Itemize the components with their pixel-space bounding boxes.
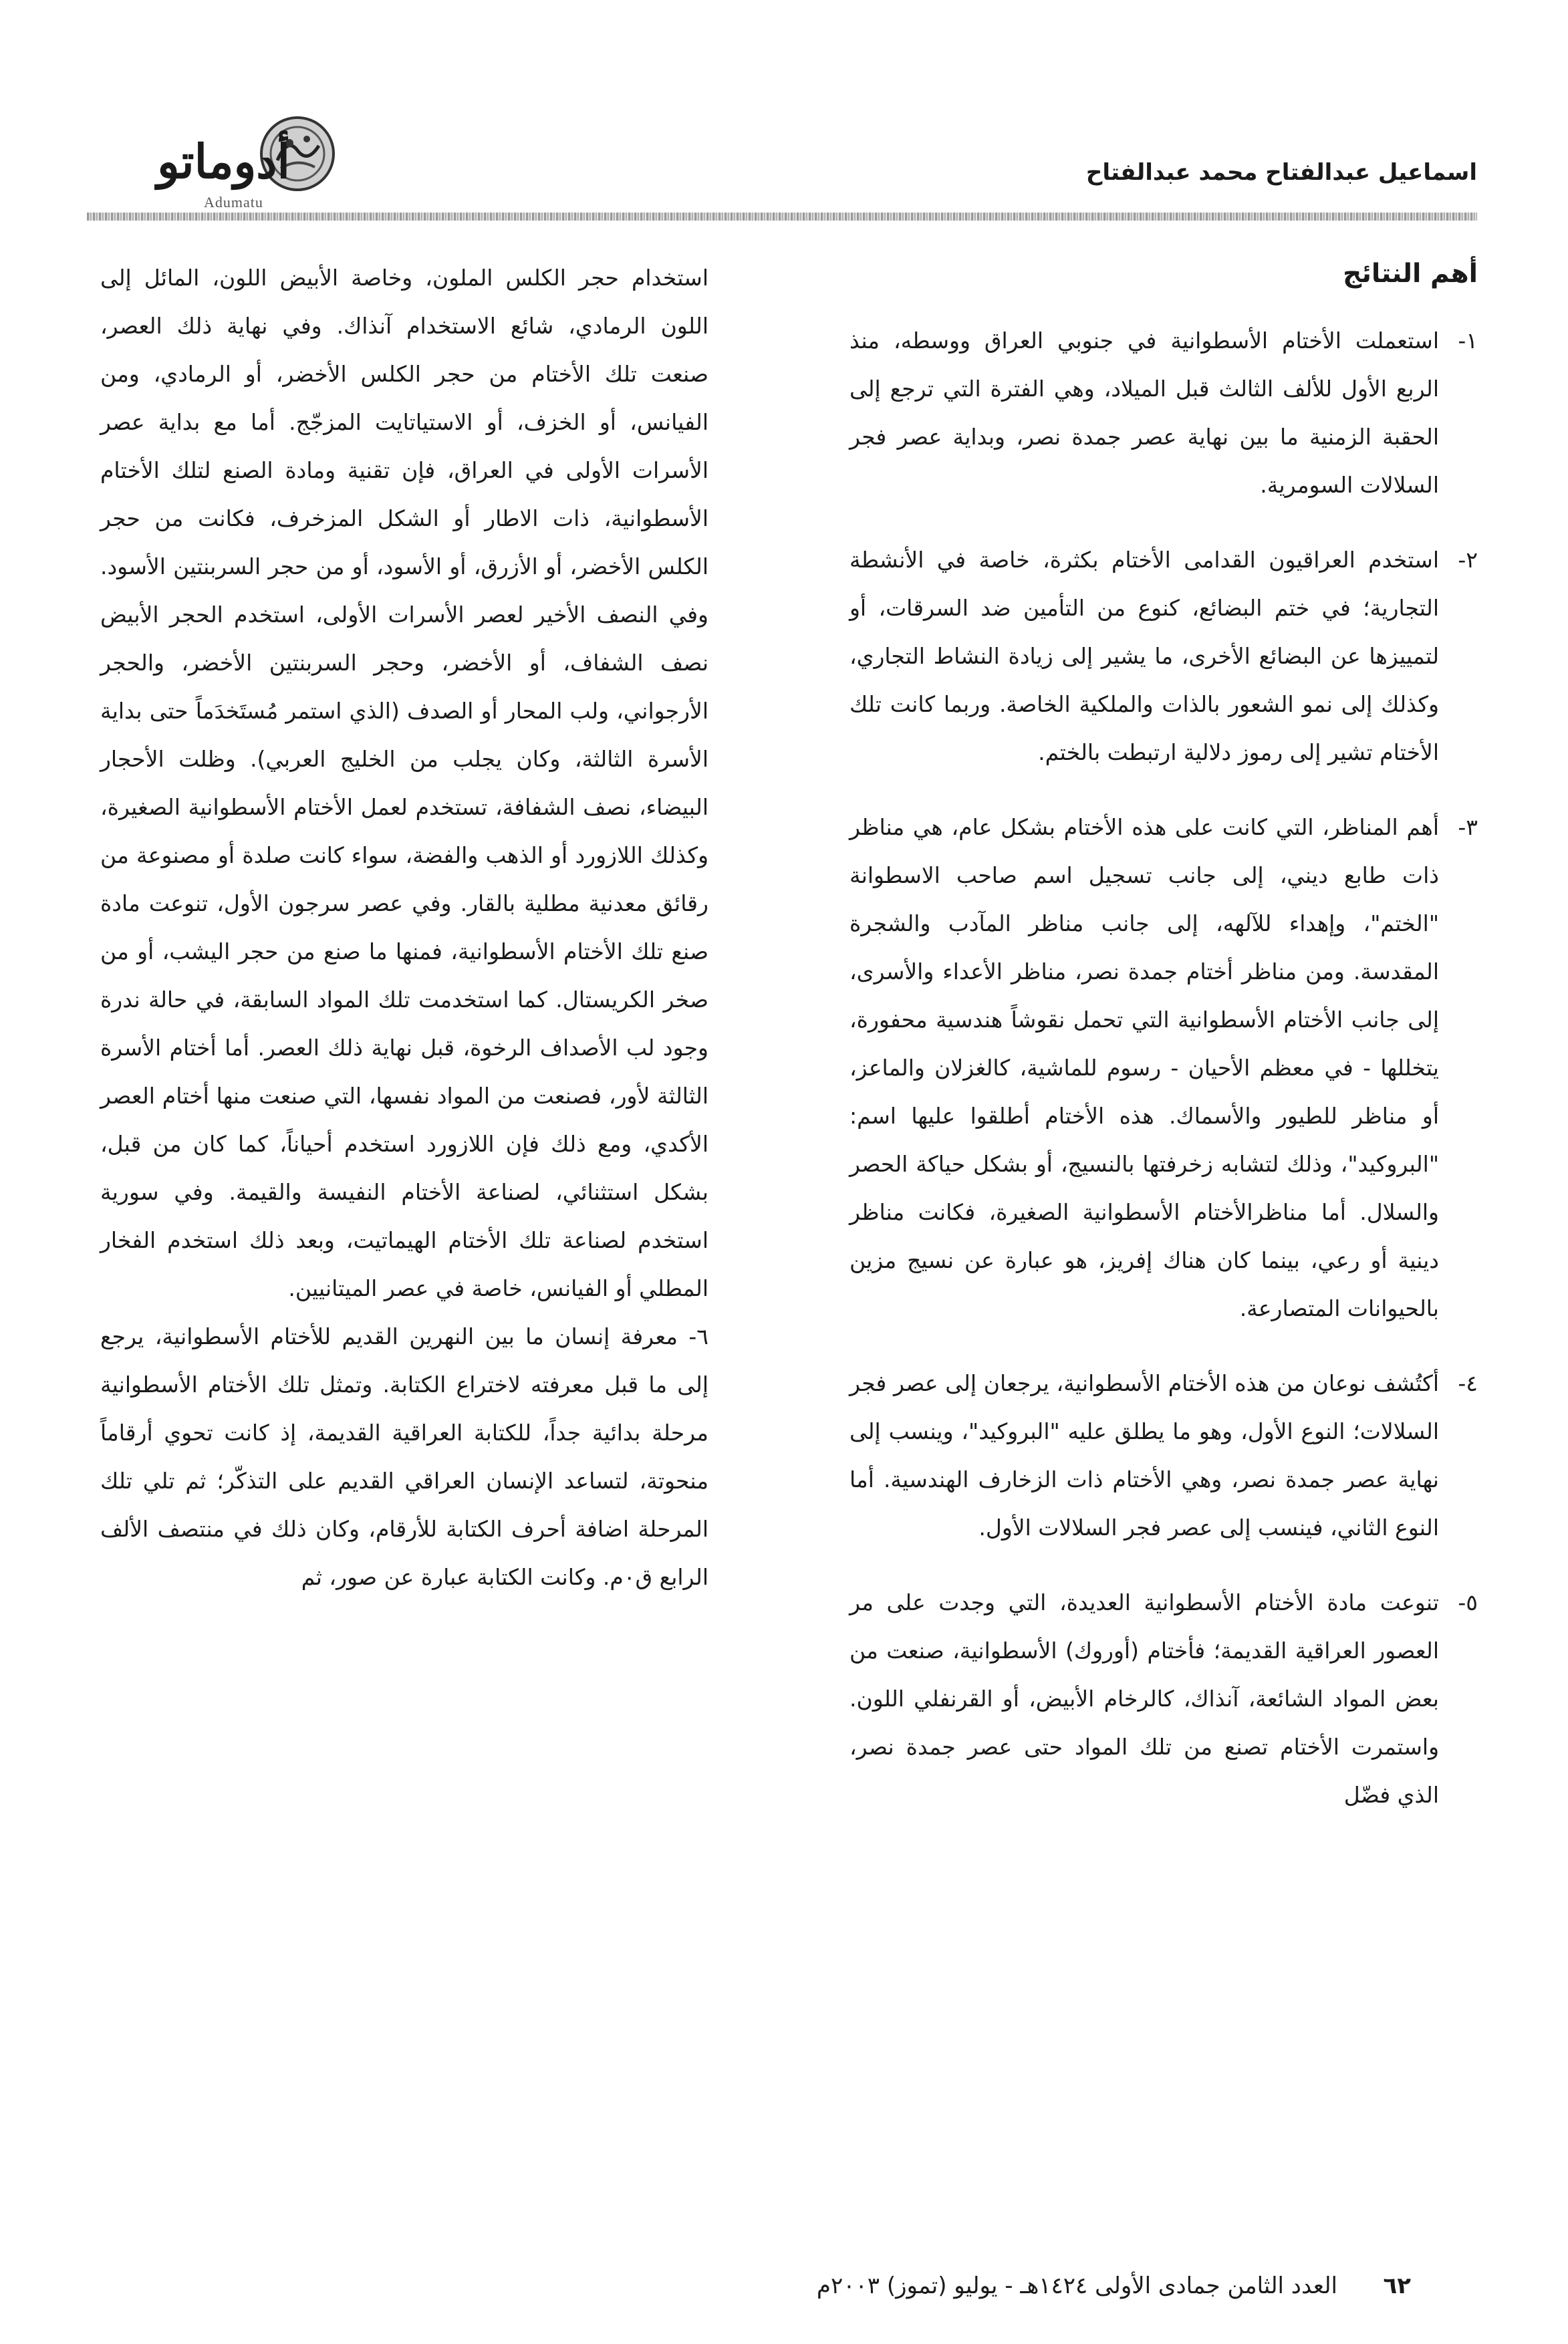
page-footer <box>676 2272 1411 2313</box>
continuation-paragraph: استخدام حجر الكلس الملون، وخاصة الأبيض اللون، المائل إلى اللون الرمادي، شائع الاستخدام آنذاك. وفي نهاية ذلك العصر، صنعت تلك الأختام من حجر الكلس الأخضر، أو الرمادي، ومن الفيانس، أو الخزف، أو الاستياتايت المزجّج. أما مع بداية عصر الأسرات الأولى في العراق، فإن تقنية ومادة الصنع لتلك الأختام الأسطوانية، ذات الاطار أو الشكل المزخرف، فكانت من حجر الكلس الأخضر، أو الأزرق، أو الأسود، أو من حجر السربنتين الأسود. وفي النصف الأخير لعصر الأسرات الأولى، استخدم الحجر الأبيض نصف الشفاف، أو الأخضر، وحجر السربنتين الأخضر، والحجر الأرجواني، ولب المحار أو الصدف (الذي استمر مُستَخدَماً حتى بداية الأسرة الثالثة، وكان يجلب من الخليج العربي). وظلت الأحجار البيضاء، نصف الشفافة، تستخدم لعمل الأختام الأسطوانية الصغيرة، وكذلك اللازورد أو الذهب والفضة، سواء كانت صلدة أو مصنوعة من رقائق معدنية مطلية بالقار. وفي عصر سرجون الأول، تنوعت مادة صنع تلك الأختام الأسطوانية، فمنها ما صنع من حجر اليشب، أو من صخر الكريستال. كما استخدمت تلك المواد السابقة، في حالة ندرة وجود لب الأصداف الرخوة، قبل نهاية ذلك العصر. أما أختام الأسرة الثالثة لأور، فصنعت من المواد نفسها، التي صنعت منها أختام العصر الأكدي، ومع ذلك فإن اللازورد استخدم أحياناً، كما كان من قبل، بشكل استثنائي، لصناعة الأختام النفيسة والقيمة. وفي سورية استخدم لصناعة تلك الأختام الهيماتيت، وبعد ذلك استخدم الفخار المطلي أو الفيانس، خاصة في عصر الميتانيين. <box>100 265 708 1301</box>
result-item <box>850 317 1478 509</box>
result-item-6 <box>100 1313 708 1601</box>
result-item <box>850 1579 1478 1819</box>
result-item <box>850 803 1478 1333</box>
page-header <box>87 87 1477 227</box>
left-column <box>100 254 708 1601</box>
result-item <box>850 1359 1478 1552</box>
item-number: ٤- <box>1458 1370 1478 1396</box>
item-number: ٣- <box>1458 814 1478 840</box>
result-item <box>850 536 1478 777</box>
results-heading: أهم النتائج <box>1343 259 1478 289</box>
item-text: استخدم العراقيون القدامى الأختام بكثرة، خاصة في الأنشطة التجارية؛ في ختم البضائع، كنوع من التأمين ضد السرقات، أو لتمييزها عن البضائع الأخرى، ما يشير إلى زيادة النشاط التجاري، وكذلك إلى نمو الشعور بالذات والملكية الخاصة. وربما كانت تلك الأختام تشير إلى رموز دلالية ارتبطت بالختم. <box>850 547 1439 765</box>
item-number: ٦- <box>688 1323 708 1349</box>
right-column <box>850 254 1478 1846</box>
author-name: اسماعيل عبدالفتاح محمد عبدالفتاح <box>1085 159 1477 186</box>
item-number: ٢- <box>1458 547 1478 573</box>
item-text: أكتُشف نوعان من هذه الأختام الأسطوانية، يرجعان إلى عصر فجر السلالات؛ النوع الأول، وهو ما يطلق عليه "البروكيد"، وينسب إلى نهاية عصر جمدة نصر، وهي الأختام ذات الزخارف الهندسية. أما النوع الثاني، فينسب إلى عصر فجر السلالات الأول. <box>850 1370 1439 1541</box>
logo-latin-text: Adumatu <box>204 194 263 211</box>
logo-arabic-text: أدوماتو <box>157 134 290 189</box>
journal-logo <box>157 87 351 214</box>
item-number: ٥- <box>1458 1589 1478 1615</box>
header-divider <box>87 213 1477 221</box>
item-text: أهم المناظر، التي كانت على هذه الأختام بشكل عام، هي مناظر ذات طابع ديني، إلى جانب تسجيل اسم صاحب الاسطوانة "الختم"، وإهداء للآلهه، إلى جانب مناظر المآدب والشجرة المقدسة. ومن مناظر أختام جمدة نصر، مناظر الأعداء والأسرى، إلى جانب الأختام الأسطوانية التي تحمل نقوشاً هندسية محفورة، يتخللها - في معظم الأحيان - رسوم للماشية، كالغزلان والماعز، أو مناظر للطيور والأسماك. هذه الأختام أطلقوا عليها اسم: "البروكيد"، وذلك لتشابه زخرفتها بالنسيج، أو بشكل حياكة الحصر والسلال. أما مناظرالأختام الأسطوانية الصغيرة، فكانت مناظر دينية أو رعي، بينما كان هناك إفريز، هو عبارة عن نسيج مزين بالحيوانات المتصارعة. <box>850 814 1439 1321</box>
item-text: تنوعت مادة الأختام الأسطوانية العديدة، التي وجدت على مر العصور العراقية القديمة؛ فأختام (أوروك) الأسطوانية، صنعت من بعض المواد الشائعة، آنذاك، كالرخام الأبيض، أو القرنفلي اللون. واستمرت الأختام تصنع من تلك المواد حتى عصر جمدة نصر، الذي فضّل <box>850 1589 1439 1808</box>
page-number: ٦٢ <box>1383 2272 1411 2299</box>
item-number: ١- <box>1458 328 1478 354</box>
issue-info: العدد الثامن جمادى الأولى ١٤٢٤هـ - يوليو (تموز) ٢٠٠٣م <box>816 2272 1337 2299</box>
item-text: استعملت الأختام الأسطوانية في جنوبي العراق ووسطه، منذ الربع الأول للألف الثالث قبل الميلاد، وهي الفترة التي ترجع إلى الحقبة الزمنية ما بين نهاية عصر جمدة نصر، وبداية عصر فجر السلالات السومرية. <box>850 328 1439 498</box>
item-text: معرفة إنسان ما بين النهرين القديم للأختام الأسطوانية، يرجع إلى ما قبل معرفته لاختراع الكتابة. وتمثل تلك الأختام الأسطوانية مرحلة بدائية جداً، للكتابة العراقية القديمة، إذ كانت تحوي أرقاماً منحوتة، لتساعد الإنسان العراقي القديم على التذكّر؛ ثم تلي تلك المرحلة اضافة أحرف الكتابة للأرقام، وكان ذلك في منتصف الألف الرابع ق٠م. وكانت الكتابة عبارة عن صور، ثم <box>100 1323 708 1590</box>
